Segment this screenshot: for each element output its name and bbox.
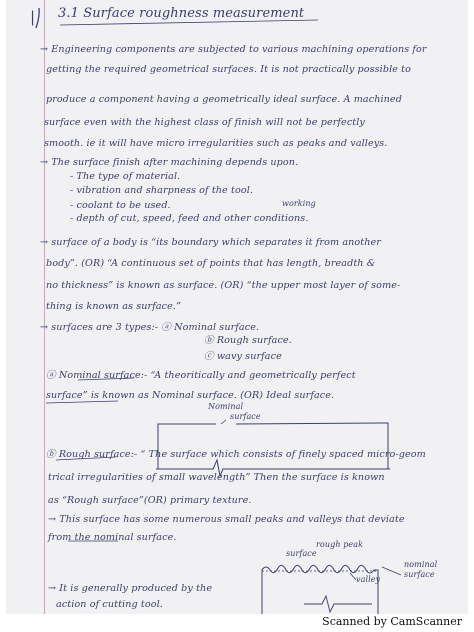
text-line-23: → This surface has some numerous small peaks and valleys that deviate bbox=[48, 514, 405, 525]
text-line-17: ⓒ wavy surface bbox=[204, 351, 282, 362]
page-title: 3.1 Surface roughness measurement bbox=[58, 6, 305, 21]
text-insert-working: working bbox=[282, 199, 316, 208]
text-line-16: ⓑ Rough surface. bbox=[204, 335, 292, 346]
text-line-9: - coolant to be used. bbox=[70, 200, 171, 211]
notebook-page bbox=[6, 0, 468, 614]
text-line-3: produce a component having a geometrically ideal surface. A machined bbox=[46, 94, 402, 105]
diagram-label-nominal: Nominal bbox=[208, 402, 244, 411]
scanner-watermark: Scanned by CamScanner bbox=[322, 615, 462, 628]
diagram-label-surface: surface bbox=[230, 412, 261, 421]
sketch-label-nominal: nominal bbox=[404, 560, 438, 569]
text-line-21: trical irregularities of small wavelength” Then the surface is known bbox=[48, 472, 385, 483]
margin-mark: | bbox=[30, 8, 36, 26]
text-line-19: surface” is known as Nominal surface. (OR) Ideal surface. bbox=[46, 390, 335, 401]
text-line-11: → surface of a body is “its boundary which separates it from another bbox=[40, 237, 381, 248]
text-line-12: body”. (OR) “A continuous set of points that has length, breadth & bbox=[46, 258, 376, 269]
text-line-14: thing is known as surface.” bbox=[46, 301, 182, 312]
text-line-13: no thickness” is known as surface. (OR) “the upper most layer of some- bbox=[46, 280, 401, 291]
sketch-label-surface: surface bbox=[286, 549, 317, 558]
text-line-25: → It is generally produced by the bbox=[48, 583, 213, 594]
text-line-15: → surfaces are 3 types:- ⓐ Nominal surface. bbox=[40, 322, 260, 333]
text-line-1: → Engineering components are subjected to various machining operations for bbox=[40, 44, 427, 55]
text-line-22: as “Rough surface”(OR) primary texture. bbox=[48, 495, 252, 506]
text-line-2: getting the required geometrical surfaces. It is not practically possible to bbox=[46, 64, 411, 75]
text-line-8: - vibration and sharpness of the tool. bbox=[70, 185, 254, 196]
text-line-20: ⓑ Rough surface:- “ The surface which consists of finely spaced micro-geom bbox=[46, 449, 426, 460]
text-line-7: - The type of material. bbox=[70, 171, 181, 182]
sketch-label-rough-peak: rough peak bbox=[316, 540, 364, 549]
text-line-6: → The surface finish after machining depends upon. bbox=[40, 157, 299, 168]
text-line-4: surface even with the highest class of finish will not be perfectly bbox=[44, 117, 365, 128]
sketch-label-nominal-surface: surface bbox=[404, 570, 435, 579]
text-line-10: - depth of cut, speed, feed and other conditions. bbox=[70, 213, 309, 224]
sketch-label-valley: valley bbox=[356, 575, 381, 584]
text-line-24: from the nominal surface. bbox=[48, 532, 177, 543]
text-line-5: smooth. ie it will have micro irregularities such as peaks and valleys. bbox=[44, 138, 388, 149]
text-line-26: action of cutting tool. bbox=[56, 599, 163, 610]
text-line-18: ⓐ Nominal surface:- “A theoritically and geometrically perfect bbox=[46, 370, 356, 381]
